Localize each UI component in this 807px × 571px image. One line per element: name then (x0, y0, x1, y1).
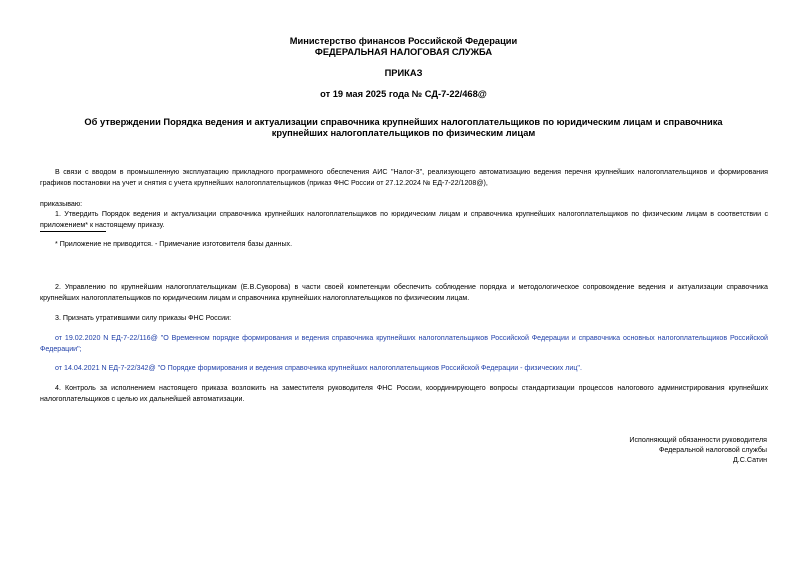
repealed-order-1-title: "О Временном порядке формирования и ведения справочника крупнейших налогоплательщиков Российской Федерации и справочника основных налогоплательщиков Российской Федерации"; (40, 334, 769, 353)
ministry-name: Министерство финансов Российской Федерации (289, 36, 518, 46)
item-1-paragraph: 1. Утвердить Порядок ведения и актуализации справочника крупнейших налогоплательщиков по юридическим лицам и справочника крупнейших налогоплательщиков по физическим лицам в соответствии с приложением* к настоящему приказу. (40, 210, 768, 229)
repealed-order-1 (40, 333, 768, 354)
signatory-organization: Федеральной налоговой службы (658, 446, 767, 454)
document-date-number: от 19 мая 2025 года № СД-7-22/468@ (320, 89, 487, 99)
repealed-order-2 (40, 363, 768, 374)
order-word: приказываю: (40, 200, 83, 208)
service-name: ФЕДЕРАЛЬНАЯ НАЛОГОВАЯ СЛУЖБА (314, 47, 493, 57)
signatory-position: Исполняющий обязанности руководителя (629, 436, 767, 444)
repealed-order-2-title: "О Порядке формирования и ведения справочника крупнейших налогоплательщиков Российской Федерации - физических лиц". (155, 364, 582, 372)
intro-paragraph: В связи с вводом в промышленную эксплуатацию прикладного программного обеспечения АИС "Налог-3", реализующего автоматизацию ведения перечня крупнейших налогоплательщиков и формирования графиков постановки на учет и снятия с учета крупнейших налогоплательщиков (приказ ФНС России от 27.12.2024 № ЕД-7-22/1208@), (40, 168, 768, 187)
signatory-name: Д.С.Сатин (733, 456, 767, 464)
item-4-paragraph: 4. Контроль за исполнением настоящего приказа возложить на заместителя руководителя ФНС России, координирующего вопросы стандартизации процессов налогового администрирования крупнейших налогоплательщиков с целью их дальнейшей автоматизации. (40, 384, 768, 403)
item-2-paragraph: 2. Управлению по крупнейшим налогоплательщикам (Е.В.Суворова) в части своей компетенции обеспечить соблюдение порядка и методологическое сопровождение ведения и актуализации справочника крупнейших налогоплательщиков по юридическим лицам и справочника крупнейших налогоплательщиков по физическим лицам. (40, 283, 768, 302)
document-type: ПРИКАЗ (384, 68, 423, 78)
item-3-paragraph: 3. Признать утратившими силу приказы ФНС России: (55, 314, 232, 322)
footnote-divider (40, 231, 106, 232)
footnote-text: * Приложение не приводится. - Примечание изготовителя базы данных. (55, 240, 293, 248)
repealed-order-2-link[interactable]: от 14.04.2021 N ЕД-7-22/342@ (55, 364, 156, 372)
document-title: Об утверждении Порядка ведения и актуализации справочника крупнейших налогоплательщиков по юридическим лицам и справочника крупнейших налогоплательщиков по физическим лицам (84, 117, 723, 138)
repealed-order-1-link[interactable]: от 19.02.2020 N ЕД-7-22/116@ (55, 334, 158, 342)
